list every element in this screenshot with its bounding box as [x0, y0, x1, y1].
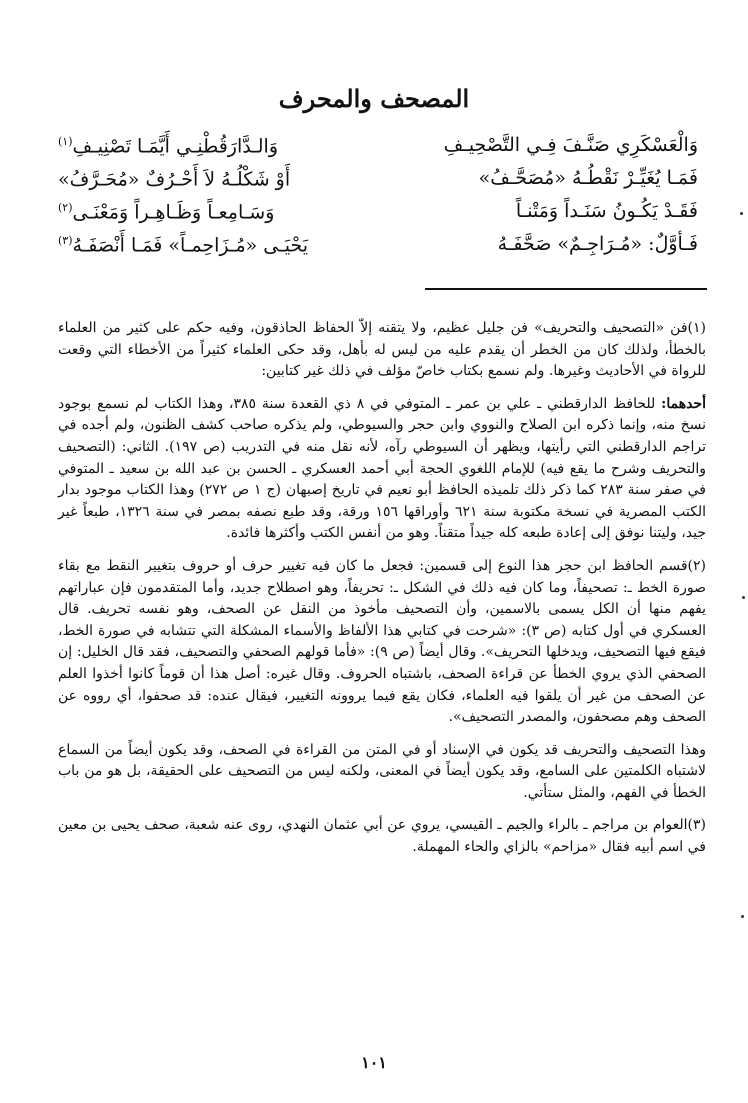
verse-second-text: يَحْيَـى «مُـزَاحِمـاً» فَمَـا أَنْصَفَـهُ	[72, 234, 308, 257]
footnote-ref[interactable]: (٣)	[58, 234, 73, 248]
verse-row	[58, 128, 698, 161]
verse-first-hemistich: وَالْعَسْكَرِي صَنَّـفَ فِـي التَّصْحِيـفِ	[443, 133, 698, 156]
footnote-paragraph	[58, 740, 706, 805]
footnote-ref[interactable]: (١)	[58, 135, 73, 149]
footnote-paragraph	[58, 394, 706, 545]
verse-row	[58, 227, 698, 260]
verse-second-hemistich	[58, 226, 358, 260]
scan-speck	[740, 212, 743, 215]
verse-second-text: وَالـدَّارَقُطْنِـي أَيَّمَـا تَصْنِيـفِ	[72, 135, 279, 158]
verse-second-hemistich	[58, 127, 358, 161]
page-title: المصحف والمحرف	[278, 84, 470, 113]
verse-row	[58, 161, 698, 194]
footnote-text: (١)فن «التصحيف والتحريف» فن جليل عظيم، ولا يتقنه إلاّ الحفاظ الحاذقون، وفيه حكم على كثير من العلماء بالخطأ، ولذلك كان من الخطر أن يقدم عليه من ليس له بأهل، وقد حكى العلماء كثيراً من الأخطاء التي وقعت للرواة في الأحاديث وغيرها. ولم نسمع بكتاب خاصّ مؤلف في ذلك غير كتابين:	[58, 320, 706, 380]
scan-speck	[741, 915, 744, 918]
verse-row	[58, 194, 698, 227]
verse-first-hemistich: فَقَـدْ يَكُـونُ سَنَـداً وَمَتْنـاً	[515, 199, 698, 222]
verse-second-hemistich	[58, 193, 358, 227]
footnote-separator	[425, 288, 707, 290]
verse-second-hemistich	[58, 160, 358, 194]
verse-second-text: أَوْ شَكْلُـهُ لاَ أَحْـرُفٌ «مُحَـرَّفُ»	[58, 168, 291, 191]
footnotes-section	[58, 318, 706, 870]
scan-speck	[742, 596, 745, 599]
footnote-paragraph	[58, 318, 706, 383]
verse-second-text: وَسَـامِعـاً وَظَـاهِـراً وَمَعْنَـى	[72, 201, 275, 224]
page-number: ١٠١	[361, 1053, 387, 1072]
footnote-text: (٣)العوام بن مراجم ـ بالراء والجيم ـ القيسي، يروي عن أبي عثمان النهدي، روى عنه شعبة، صحف يحيى بن معين في اسم أبيه فقال «مزاحم» بالزاي والحاء المهملة.	[58, 817, 706, 856]
footnote-lead: أحدهما:	[661, 395, 706, 412]
footnote-text: للحافظ الدارقطني ـ علي بن عمر ـ المتوفي في ٨ ذي القعدة سنة ٣٨٥، وهذا الكتاب لم نسمع بوجود نسخ منه، وإنما ذكره ابن الصلاح والنووي وابن حجر والسيوطي، ولم يذكره صاحب كشف الظنون، ولم أجده في تراجم الدارقطني التي رأيتها، ويظهر أن السيوطي رآه، لأنه نقل منه في التدريب (ص ١٩٧). الثاني: (التصحيف والتحريف وشرح ما يقع فيه) للإمام اللغوي الحجة أبي أحمد العسكري ـ الحسن بن عبد الله بن سعيد ـ المتوفي في صفر سنة ٢٨٣ كما ذكر ذلك تلميذه الحافظ أبو نعيم في تاريخ إصبهان (ج ١ ص ٢٧٢) وهذا الكتاب موجود بدار الكتب المصرية في نسخة مكتوبة سنة ٦٢١ وأوراقها ١٥٦ ورقة، وقد طبع نصفه بمصر في سنة ١٣٢٦، طبعاً غير جيد، وليتنا نوفق إلى إعادة طبعه كله جيداً متقناً. وهو من أنفس الكتب وأكثرها فائدة.	[58, 395, 707, 542]
footnote-text: وهذا التصحيف والتحريف قد يكون في الإسناد أو في المتن من القراءة في الصحف، وقد يكون أيضاً من السماع لاشتباه الكلمتين على السامع، وقد يكون أيضاً في المعنى، ولكنه ليس من التصحيف على الحقيقة، بل هو من باب الخطأ في الفهم، والمثل ستأتي.	[58, 741, 706, 801]
footnote-ref[interactable]: (٢)	[58, 201, 73, 215]
verse-block	[58, 128, 698, 260]
footnote-text: (٢)قسم الحافظ ابن حجر هذا النوع إلى قسمين: فجعل ما كان فيه تغيير حرف أو حروف بتغيير النقط مع بقاء صورة الخط ـ: تصحيفاً، وما كان فيه ذلك في الشكل ـ: تحريفاً، وهو اصطلاح جديد، وأما المتقدمون فإن عباراتهم يفهم منها أن الكل يسمى بالاسمين، وأن التصحيف مأخوذ من النقل عن الصحف، وهو نفسه تحريف. قال العسكري في أول كتابه (ص ٣): «شرحت في كتابي هذا الألفاظ والأسماء المشكلة التي تتشابه في صورة الخط، فيقع فيها التصحيف، ويدخلها التحريف». وقال أيضاً (ص ٩): «فأما قولهم الصحفي والتصحيف، فقد قال الخليل: إن الصحفي الذي يروي الخطأ عن قراءة الصحف، باشتباه الحروف. وقال غيره: أصل هذا أن قوماً كانوا أخذوا العلم عن الصحف من غير أن يلقوا فيه العلماء، فكان يقع فيما يروونه التغيير، فيقال عنده: قد صحفوا، أي رووه عن الصحف وهم مصحفون، والمصدر التصحيف».	[58, 557, 707, 726]
verse-first-hemistich: فَمَـا يُغَيِّـرْ نَقْطُـهُ «مُصَحَّـفُ»	[478, 166, 698, 189]
footnote-paragraph	[58, 815, 706, 858]
footnote-paragraph	[58, 556, 706, 729]
verse-first-hemistich: فَـأَوَّلٌ: «مُـرَاجِـمٌ» صَحَّفَـهُ	[497, 232, 698, 255]
